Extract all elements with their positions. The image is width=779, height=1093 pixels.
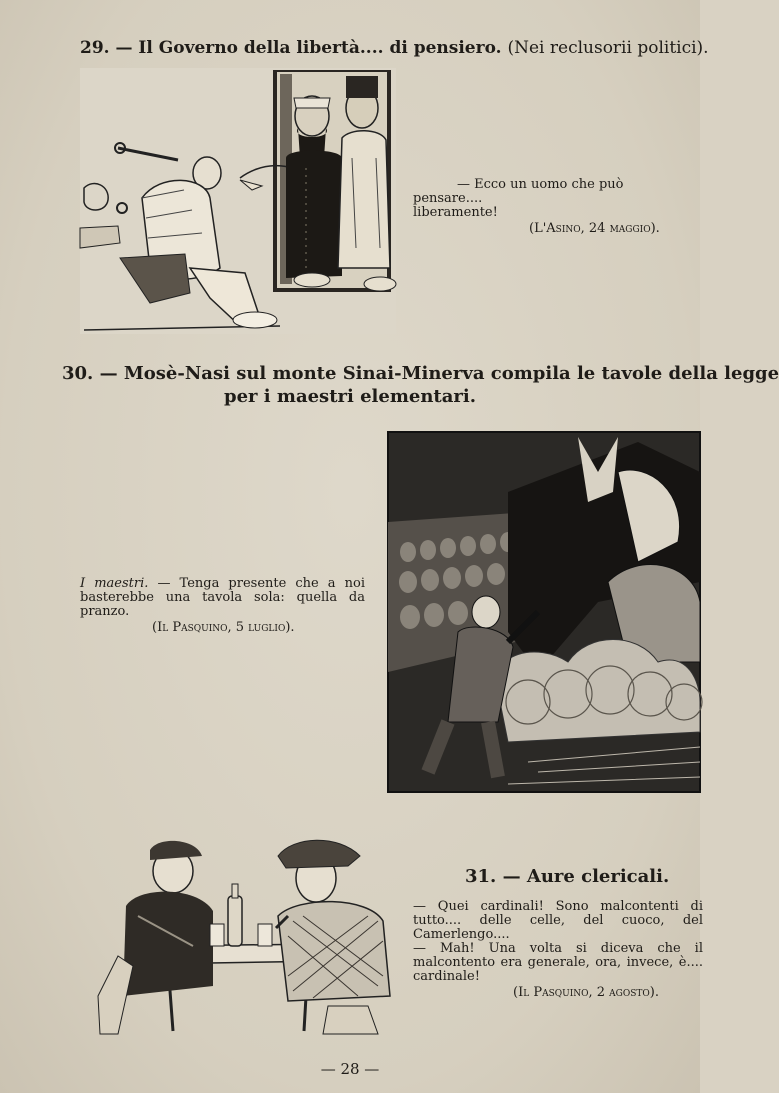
source-30: (Il Pasquino, 5 luglio). — [152, 620, 295, 635]
page-number: — 28 — — [320, 1060, 380, 1078]
caption-30-text: — Tenga presente che a noi basterebbe una tavola sola: quella da pranzo. — [80, 576, 365, 619]
caption-29-line1: — Ecco un uomo che può pensare.... — [413, 177, 624, 206]
caption-31 — [413, 900, 703, 1000]
caption-31-paragraph2: — Mah! Una volta si diceva che il malcontento era generale, ora, invece, è.... cardinale! — [413, 941, 703, 984]
heading-30-line1: 30. — Mosè-Nasi sul monte Sinai-Minerva compila le tavole della legge — [62, 363, 779, 384]
caption-30-speaker: I maestri. — [80, 576, 149, 591]
caption-29 — [413, 178, 693, 236]
caption-30 — [80, 577, 365, 635]
illustration-29-cartoon — [80, 68, 396, 334]
source-31: (Il Pasquino, 2 agosto). — [513, 985, 659, 1000]
illustration-31-cartoon — [78, 836, 396, 1036]
illustration-30-cartoon — [388, 432, 700, 792]
heading-29 — [80, 38, 709, 58]
heading-29-paren: (Nei reclusorii politici). — [507, 38, 709, 58]
caption-29-line2: liberamente! — [413, 205, 498, 220]
heading-29-main: 29. — Il Governo della libertà.... di pensiero. — [80, 38, 502, 58]
caption-31-paragraph1: — Quei cardinali! Sono malcontenti di tutto.... delle celle, del cuoco, del Camerlengo.... — [413, 899, 703, 942]
heading-31: 31. — Aure clericali. — [465, 866, 670, 887]
source-29: (L'Asino, 24 maggio). — [529, 221, 660, 236]
heading-30-line2: per i maestri elementari. — [224, 386, 476, 407]
